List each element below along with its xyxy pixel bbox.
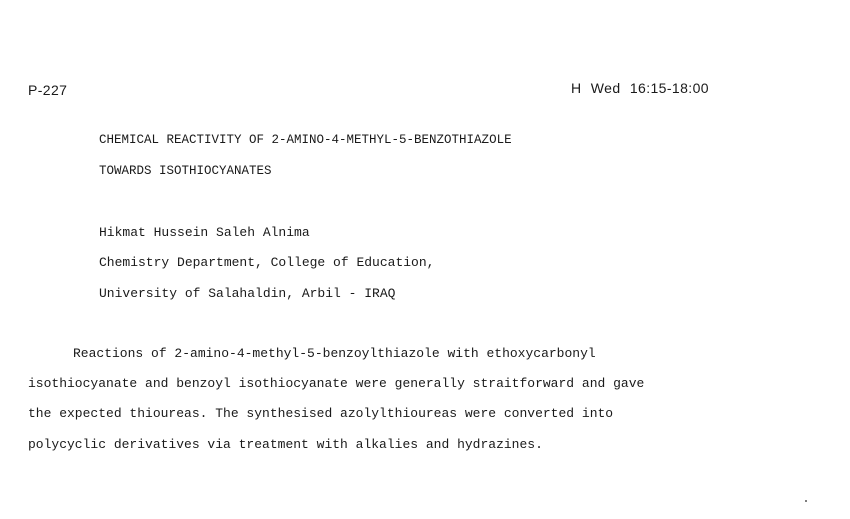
abstract-line-2: isothiocyanate and benzoyl isothiocyanate were generally straitforward and gave: [28, 376, 645, 391]
paper-title-line-1: CHEMICAL REACTIVITY OF 2-AMINO-4-METHYL-5-BENZOTHIAZOLE: [99, 133, 512, 147]
paper-title-line-2: TOWARDS ISOTHIOCYANATES: [99, 164, 272, 178]
scan-speck: [805, 500, 807, 502]
abstract-line-3: the expected thioureas. The synthesised azolylthioureas were converted into: [28, 406, 614, 421]
session-time: H Wed 16:15-18:00: [571, 80, 709, 96]
paper-id: P-227: [28, 82, 68, 98]
affiliation-line-1: Chemistry Department, College of Education,: [99, 255, 435, 270]
affiliation-line-2: University of Salahaldin, Arbil - IRAQ: [99, 286, 396, 301]
author-name: Hikmat Hussein Saleh Alnima: [99, 225, 310, 240]
abstract-line-1: Reactions of 2-amino-4-methyl-5-benzoylthiazole with ethoxycarbonyl: [73, 346, 596, 361]
abstract-line-4: polycyclic derivatives via treatment with alkalies and hydrazines.: [28, 437, 543, 452]
